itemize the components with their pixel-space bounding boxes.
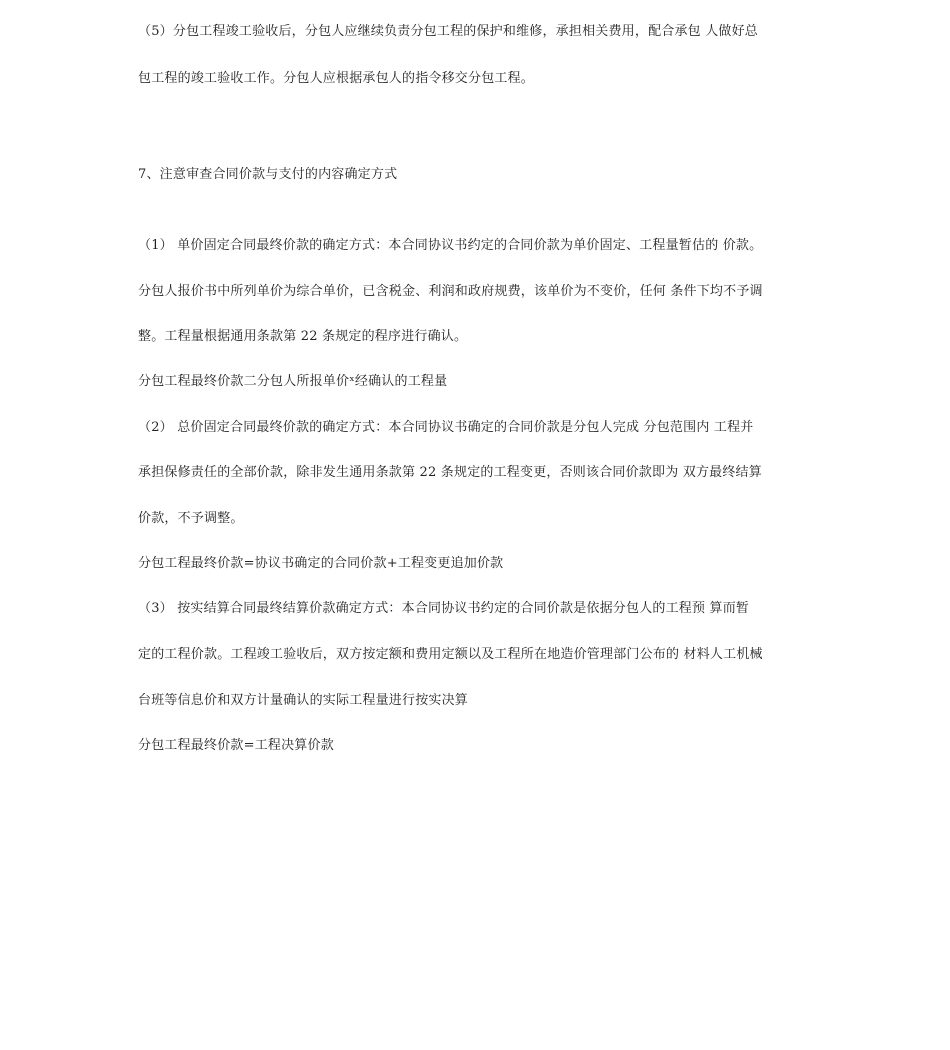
item-1-line-3: 整。工程量根据通用条款第 22 条规定的程序进行确认。 bbox=[138, 329, 468, 344]
item-2-line-3: 价款，不予调整。 bbox=[138, 511, 244, 526]
item-1-formula: 分包工程最终价款二分包人所报单价ˣ经确认的工程量 bbox=[138, 374, 448, 389]
item-3-line-2: 定的工程价款。工程竣工验收后，双方按定额和费用定额以及工程所在地造价管理部门公布的 材料人工机械 bbox=[138, 647, 763, 662]
section-heading-7: 7、注意审查合同价款与支付的内容确定方式 bbox=[138, 167, 398, 182]
item-1-line-2: 分包人报价书中所列单价为综合单价，已含税金、利润和政府规费，该单价为不变价，任何 条件下均不予调 bbox=[138, 284, 763, 299]
item-3-line-1: （3） 按实结算合同最终结算价款确定方式：本合同协议书约定的合同价款是依据分包人的工程预 算而暂 bbox=[138, 601, 750, 616]
paragraph-5-line-1: （5）分包工程竣工验收后，分包人应继续负责分包工程的保护和维修，承担相关费用，配合承包 人做好总 bbox=[138, 24, 759, 39]
item-2-line-1: （2） 总价固定合同最终价款的确定方式：本合同协议书确定的合同价款是分包人完成 分包范围内 工程并 bbox=[138, 420, 754, 435]
item-3-formula: 分包工程最终价款=工程决算价款 bbox=[138, 738, 334, 753]
item-1-line-1: （1） 单价固定合同最终价款的确定方式：本合同协议书约定的合同价款为单价固定、工程量暂估的 价款。 bbox=[138, 238, 763, 253]
item-2-formula: 分包工程最终价款=协议书确定的合同价款+工程变更追加价款 bbox=[138, 556, 504, 571]
item-3-line-3: 台班等信息价和双方计量确认的实际工程量进行按实决算 bbox=[138, 693, 469, 708]
item-2-line-2: 承担保修责任的全部价款，除非发生通用条款第 22 条规定的工程变更，否则该合同价款即为 双方最终结算 bbox=[138, 465, 762, 480]
paragraph-5-line-2: 包工程的竣工验收工作。分包人应根据承包人的指令移交分包工程。 bbox=[138, 71, 535, 86]
